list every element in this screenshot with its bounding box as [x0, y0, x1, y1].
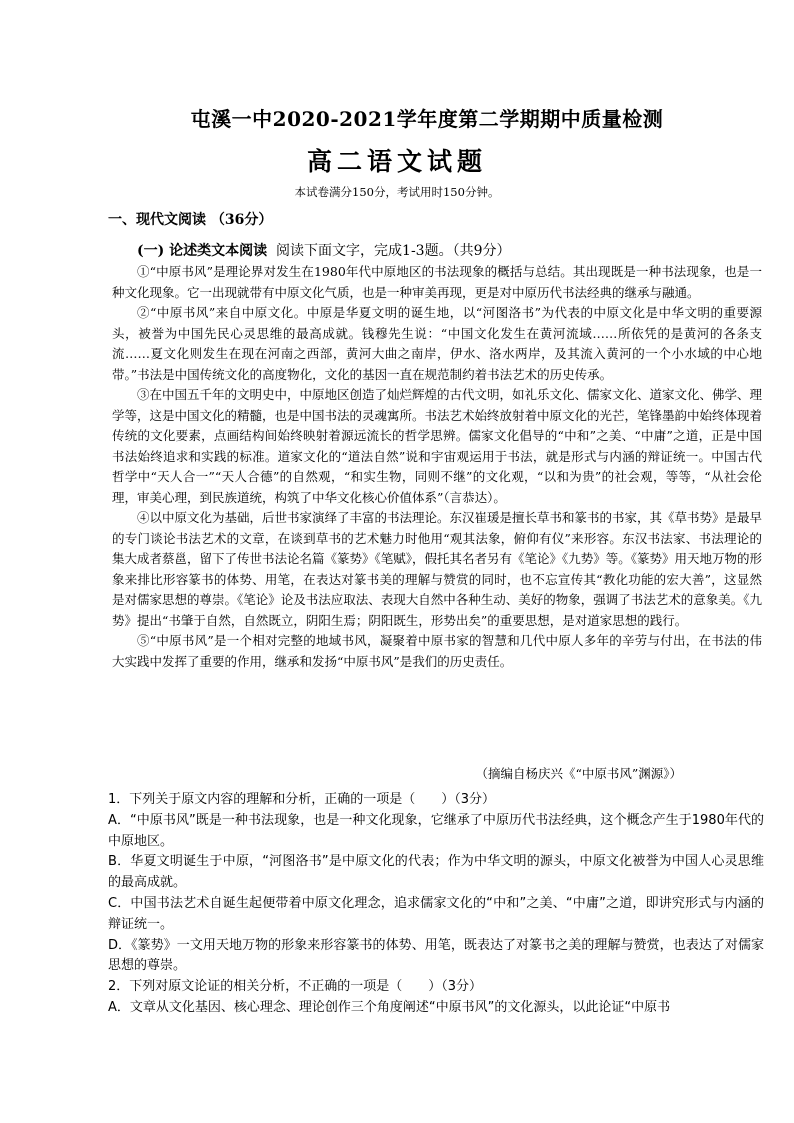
question-list: [108, 790, 764, 1019]
passage-paragraph-5: ⑤“中原书风”是一个相对完整的地域书风，凝聚着中原书家的智慧和几代中原人多年的辛劳与付出，在书法的伟大实践中发挥了重要的作用，继承和发扬“中原书风”是我们的历史责任。: [112, 633, 762, 669]
passage-paragraph-1: ①“中原书风”是理论界对发生在1980年代中原地区的书法现象的概括与总结。其出现既是一种书法现象，也是一种文化现象。它一出现就带有中原文化气质，也是一种审美再现，更是对中原历代书法经典的继承与融通。: [112, 264, 762, 300]
exam-subtitle: 高二语文试题: [306, 147, 487, 176]
exam-note: 本试卷满分150分，考试用时150分钟。: [294, 185, 500, 199]
question-1-option-c: C．中国书法艺术自诞生起便带着中原文化理念，追求儒家文化的“中和”之美、“中庸”之道，即讲究形式与内涵的辩证统一。: [108, 895, 764, 932]
question-2-option-a: A．文章从文化基因、核心理念、理论创作三个角度阐述“中原书风”的文化源头，以此论证“中原书: [108, 999, 671, 1015]
passage-paragraph-4: ④以中原文化为基础，后世书家演绎了丰富的书法理论。东汉崔瑗是擅长草书和篆书的书家，其《草书势》是最早的专门谈论书法艺术的文章，在谈到草书的艺术魅力时他用“观其法象，俯仰有仪”来形容。东汉书法家、书法理论的集大成者蔡邕，留下了传世书法论名篇《篆势》《笔赋》，假托其名者另有《笔论》《九势》等。《篆势》用天地万物的形象来排比形容篆书的体势、用笔，在表达对篆书美的理解与赞赏的同时，也不忘宣传其“教化功能的宏大善”，这显然是对儒家思想的尊崇。《笔论》论及书法应取法、表现大自然中各种生动、美好的物象，强调了书法艺术的意象美。《九势》提出“书肇于自然，自然既立，阴阳生焉；阴阳既生，形势出矣”的重要思想，是对道家思想的践行。: [112, 510, 763, 628]
section-heading: 一、现代文阅读 （36分）: [108, 212, 273, 228]
passage-paragraph-3: ③在中国五千年的文明史中，中原地区创造了灿烂辉煌的古代文明，如礼乐文化、儒家文化、道家文化、佛学、理学等，这是中国文化的精髓，也是中国书法的灵魂寓所。书法艺术始终放射着中原文化的光芒，笔锋墨韵中始终体现着传统的文化要素，点画结构间始终映射着源远流长的哲学思辨。儒家文化倡导的“中和”之美、“中庸”之道，正是中国书法始终追求和实践的标准。道家文化的“道法自然”说和宇宙观运用于书法，就是形式与内涵的辩证统一。中国古代哲学中“天人合一”“天人合德”的自然观，“和实生物，同则不继”的文化观，“以和为贵”的社会观，等等，“从社会伦理，审美心理，到民族道统，构筑了中华文化核心价值体系”（言恭达）。: [112, 387, 763, 505]
passage-source: （摘编自杨庆兴《“中原书风”渊源》）: [475, 766, 682, 781]
question-1-option-a: A．“中原书风”既是一种书法现象，也是一种文化现象，它继承了中原历代书法经典，这个概念产生于1980年代的中原地区。: [108, 812, 764, 849]
question-1-option-d: D．《篆势》一文用天地万物的形象来形容篆书的体势、用笔，既表达了对篆书之美的理解与赞赏，也表达了对儒家思想的尊崇。: [108, 937, 764, 974]
subsection-label: (一) 论述类文本阅读: [137, 243, 268, 259]
exam-title: 屯溪一中2020-2021学年度第二学期期中质量检测: [190, 107, 664, 131]
reading-passage: [112, 262, 762, 672]
passage-paragraph-2: ②“中原书风”来自中原文化。中原是华夏文明的诞生地，以“河图洛书”为代表的中原文化是中华文明的重要源头，被誉为中国先民心灵思维的最高成就。钱穆先生说：“中国文化发生在黄河流域……所依凭的是黄河的各条支流……夏文化则发生在现在河南之西部，黄河大曲之南岸，伊水、洛水两岸，及其流入黄河的一个小水域的中心地带。”书法是中国传统文化的高度物化，文化的基因一直在规范制约着书法艺术的历史传承。: [112, 305, 762, 382]
subsection-instruction: 阅读下面文字，完成1-3题。（共9分）: [276, 243, 511, 259]
subsection-heading: [137, 240, 510, 260]
question-2-stem: 2．下列对原文论证的相关分析，不正确的一项是（ ）（3分）: [108, 979, 483, 995]
question-1-stem: 1．下列关于原文内容的理解和分析，正确的一项是（ ）（3分）: [108, 792, 496, 807]
question-1-option-b: B．华夏文明诞生于中原，“河图洛书”是中原文化的代表；作为中华文明的源头，中原文化被誉为中国人心灵思维的最高成就。: [108, 854, 764, 891]
